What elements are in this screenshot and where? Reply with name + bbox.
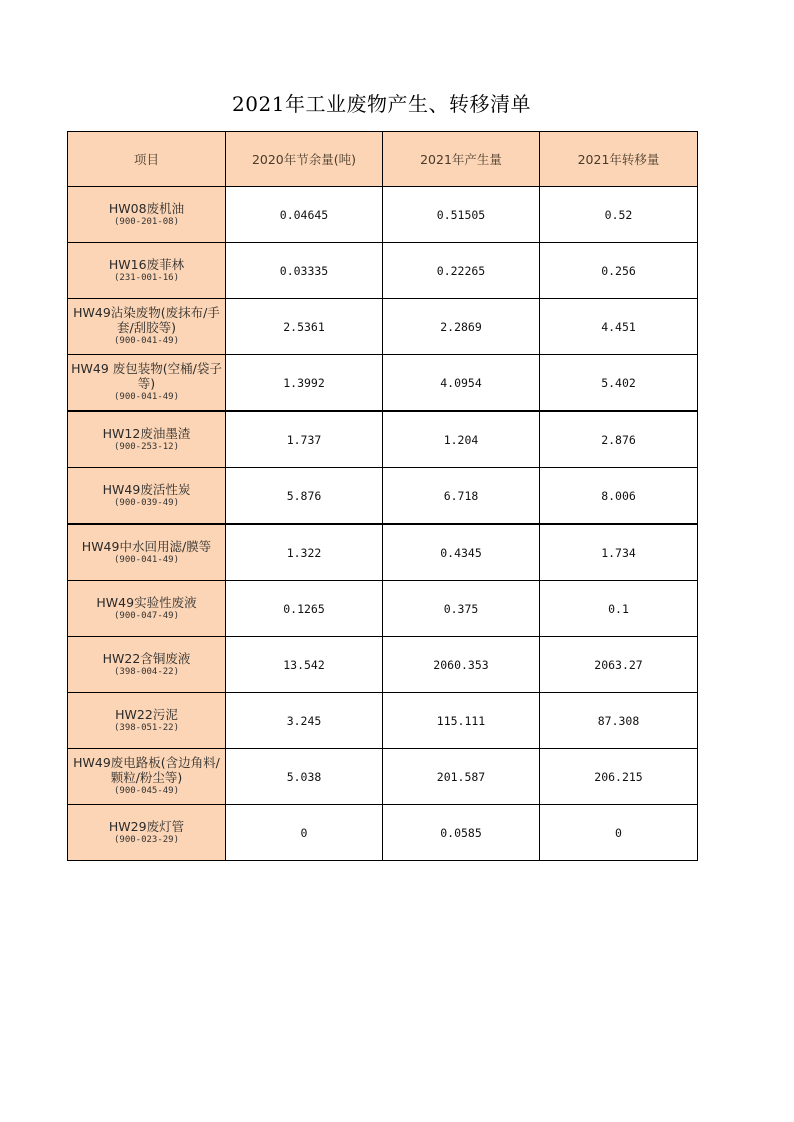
table-row	[68, 355, 698, 412]
item-cell	[68, 749, 226, 805]
item-code: (900-039-49)	[113, 497, 180, 508]
table-row	[68, 411, 698, 468]
table-row	[68, 637, 698, 693]
header-2021-transferred: 2021年转移量	[540, 132, 698, 187]
value-2021-produced: 0.22265	[383, 243, 540, 299]
item-cell	[68, 355, 226, 412]
table-row	[68, 524, 698, 581]
value-2021-transferred: 0.256	[540, 243, 698, 299]
table-row	[68, 299, 698, 355]
table-header-row	[68, 132, 698, 187]
header-2021-produced: 2021年产生量	[383, 132, 540, 187]
value-2020-remaining: 1.737	[226, 411, 383, 468]
table-row	[68, 468, 698, 525]
item-name: HW12废油墨渣	[102, 425, 191, 441]
value-2021-produced: 1.204	[383, 411, 540, 468]
item-code: (900-201-08)	[113, 216, 180, 227]
value-2020-remaining: 5.876	[226, 468, 383, 525]
value-2021-transferred: 2063.27	[540, 637, 698, 693]
item-code: (900-023-29)	[113, 834, 180, 845]
item-code: (900-253-12)	[113, 441, 180, 452]
value-2020-remaining: 2.5361	[226, 299, 383, 355]
value-2021-transferred: 206.215	[540, 749, 698, 805]
value-2020-remaining: 13.542	[226, 637, 383, 693]
item-name: HW49中水回用滤/膜等	[81, 538, 212, 554]
table-row	[68, 805, 698, 861]
header-2020-remaining: 2020年节余量(吨)	[226, 132, 383, 187]
item-cell	[68, 637, 226, 693]
value-2021-transferred: 5.402	[540, 355, 698, 412]
value-2021-produced: 0.4345	[383, 524, 540, 581]
item-name: HW49实验性废液	[96, 594, 197, 610]
value-2020-remaining: 5.038	[226, 749, 383, 805]
table-row	[68, 581, 698, 637]
value-2021-transferred: 4.451	[540, 299, 698, 355]
item-name: HW16废菲林	[108, 256, 185, 272]
value-2020-remaining: 3.245	[226, 693, 383, 749]
item-name: HW49废活性炭	[102, 481, 191, 497]
value-2020-remaining: 1.322	[226, 524, 383, 581]
item-name: HW49废电路板(含边角料/颗粒/粉尘等)	[73, 755, 220, 785]
value-2021-transferred: 8.006	[540, 468, 698, 525]
value-2021-transferred: 87.308	[540, 693, 698, 749]
value-2021-produced: 0.0585	[383, 805, 540, 861]
table-row	[68, 693, 698, 749]
value-2021-produced: 0.375	[383, 581, 540, 637]
item-code: (900-041-49)	[113, 554, 180, 565]
table-row	[68, 749, 698, 805]
value-2021-produced: 6.718	[383, 468, 540, 525]
item-name: HW29废灯管	[108, 818, 185, 834]
item-code: (398-051-22)	[113, 722, 180, 733]
item-name: HW49沾染废物(废抹布/手套/刮胶等)	[73, 305, 220, 335]
value-2021-transferred: 1.734	[540, 524, 698, 581]
value-2021-transferred: 2.876	[540, 411, 698, 468]
item-cell	[68, 187, 226, 243]
header-item: 项目	[68, 132, 226, 187]
item-cell	[68, 581, 226, 637]
item-code: (900-047-49)	[113, 610, 180, 621]
value-2021-produced: 4.0954	[383, 355, 540, 412]
item-code: (398-004-22)	[113, 666, 180, 677]
page-title: 2021年工业废物产生、转移清单	[232, 92, 531, 116]
table-row	[68, 187, 698, 243]
value-2021-produced: 2060.353	[383, 637, 540, 693]
item-name: HW08废机油	[108, 200, 185, 216]
value-2020-remaining: 0.1265	[226, 581, 383, 637]
item-code: (900-041-49)	[113, 392, 180, 402]
item-name: HW49 废包装物(空桶/袋子等)	[71, 361, 222, 391]
value-2020-remaining: 0.04645	[226, 187, 383, 243]
item-cell	[68, 299, 226, 355]
value-2020-remaining: 0	[226, 805, 383, 861]
value-2021-transferred: 0.1	[540, 581, 698, 637]
item-name: HW22污泥	[115, 706, 178, 722]
value-2020-remaining: 1.3992	[226, 355, 383, 412]
waste-table	[67, 131, 698, 861]
item-cell	[68, 411, 226, 468]
value-2021-transferred: 0	[540, 805, 698, 861]
item-code: (231-001-16)	[113, 272, 180, 283]
value-2021-produced: 201.587	[383, 749, 540, 805]
item-cell	[68, 468, 226, 525]
item-code: (900-045-49)	[113, 786, 180, 796]
item-code: (900-041-49)	[113, 336, 180, 346]
value-2021-produced: 2.2869	[383, 299, 540, 355]
item-name: HW22含铜废液	[102, 650, 191, 666]
table-row	[68, 243, 698, 299]
item-cell	[68, 805, 226, 861]
value-2021-transferred: 0.52	[540, 187, 698, 243]
value-2021-produced: 115.111	[383, 693, 540, 749]
value-2020-remaining: 0.03335	[226, 243, 383, 299]
item-cell	[68, 243, 226, 299]
item-cell	[68, 693, 226, 749]
item-cell	[68, 524, 226, 581]
value-2021-produced: 0.51505	[383, 187, 540, 243]
